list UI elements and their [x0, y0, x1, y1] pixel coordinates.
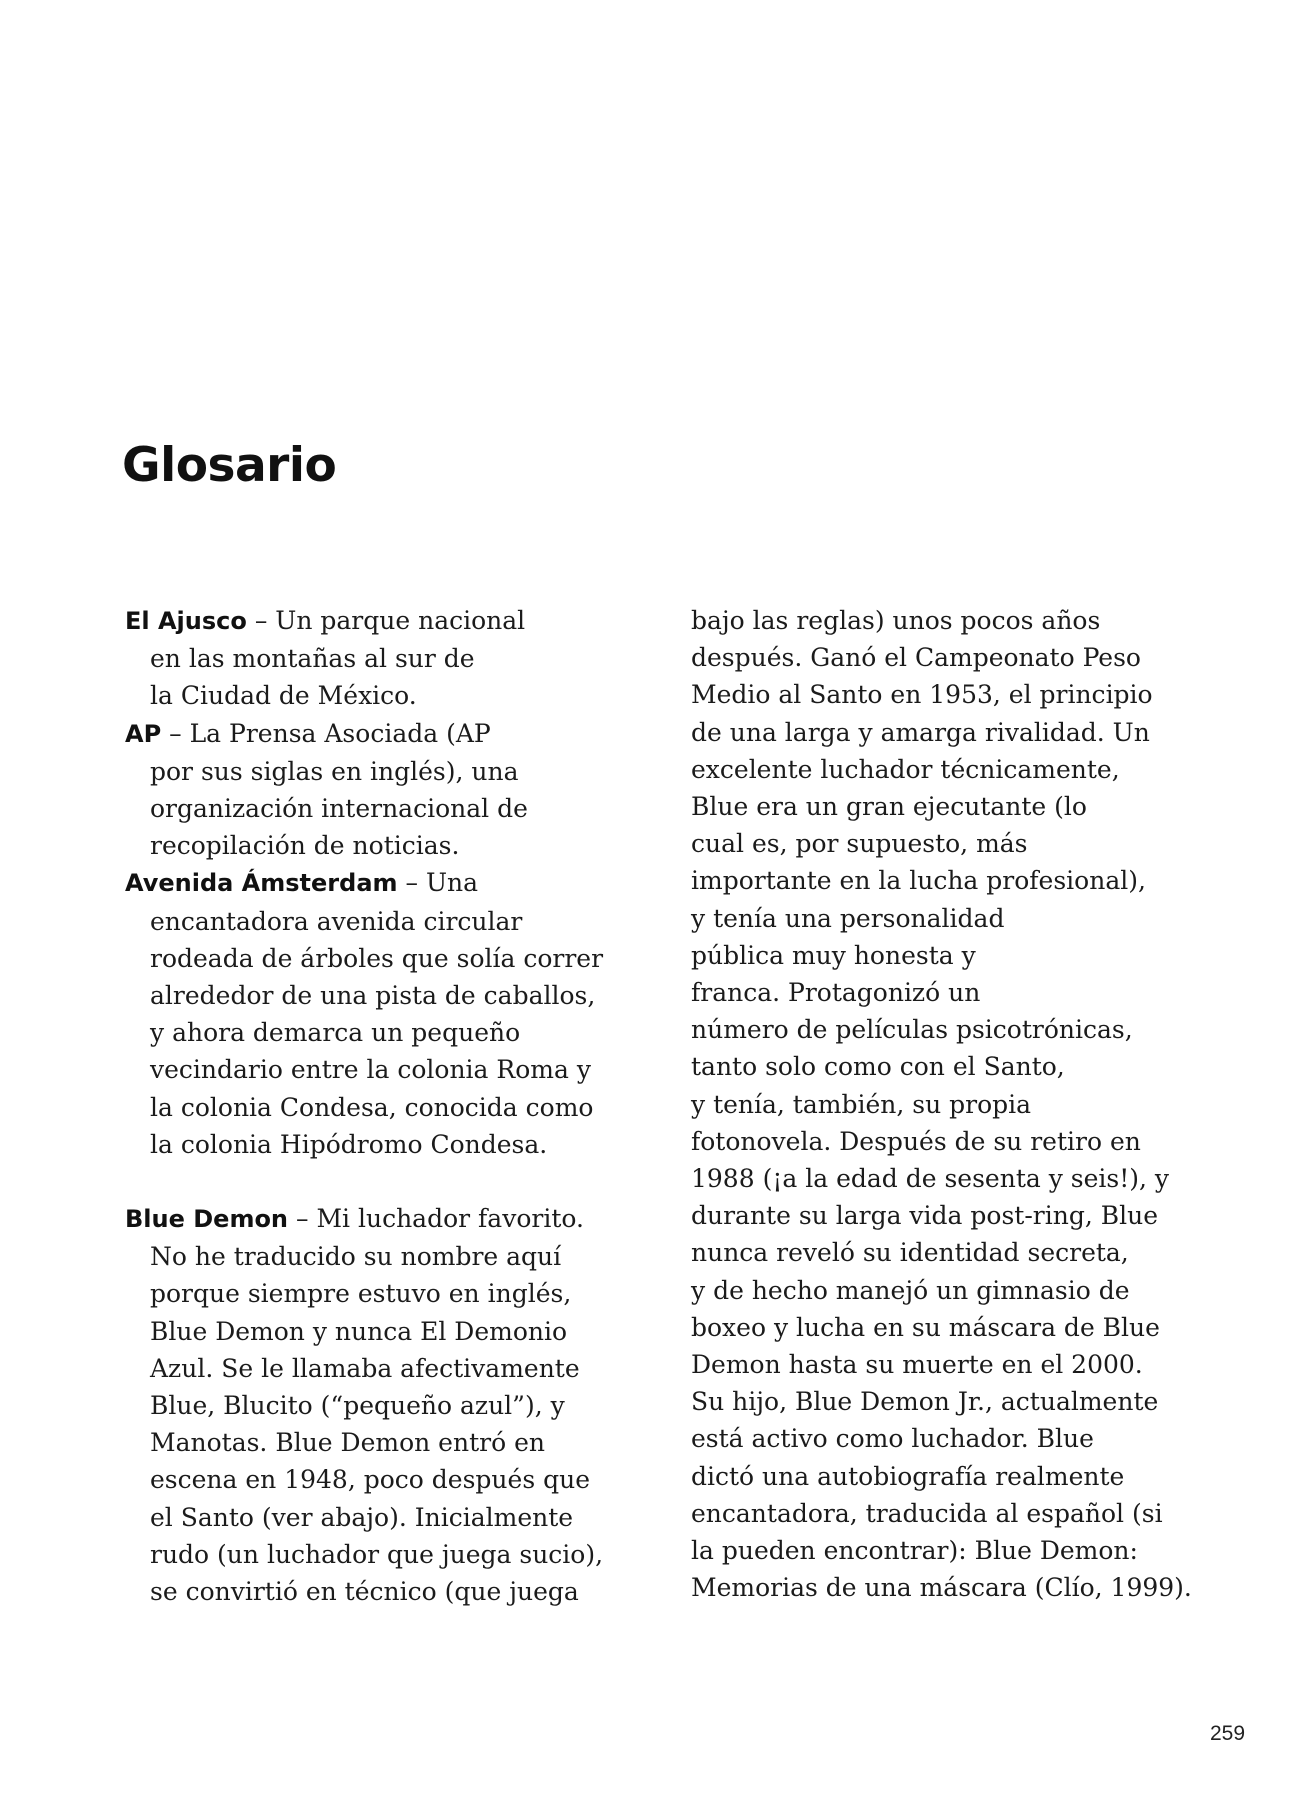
continuation-line: está activo como luchador. Blue — [691, 1424, 1094, 1454]
continuation-line: Su hijo, Blue Demon Jr., actualmente — [691, 1387, 1159, 1417]
entry-line: la colonia Condesa, conocida como — [150, 1092, 594, 1122]
glossary-entry-ap — [125, 715, 630, 865]
continuation-line: tanto solo como con el Santo, — [691, 1052, 1065, 1082]
glossary-entry-el-ajusco — [125, 602, 630, 715]
entry-first-line — [125, 602, 630, 640]
continuation-line: pública muy honesta y — [691, 940, 976, 970]
entry-term: Avenida Ámsterdam — [125, 869, 398, 898]
continuation-line: Blue era un gran ejecutante (lo — [691, 792, 1087, 822]
continuation-line: Memorias de una máscara (Clío, 1999). — [691, 1573, 1192, 1603]
entry-separator: – — [246, 606, 276, 635]
entry-separator: – — [397, 868, 426, 898]
continuation-line: importante en la lucha profesional), — [691, 866, 1146, 896]
entry-separator: – — [161, 718, 190, 748]
entry-text: Mi luchador favorito. — [316, 1204, 584, 1234]
entry-line: alrededor de una pista de caballos, — [150, 981, 596, 1011]
left-column — [125, 602, 630, 1610]
glossary-entry-avenida-amsterdam — [125, 864, 630, 1163]
entry-line: No he traducido su nombre aquí — [150, 1242, 562, 1272]
entry-first-line — [125, 864, 630, 902]
page-number: 259 — [1210, 1722, 1246, 1745]
continuation-line: Medio al Santo en 1953, el principio — [691, 680, 1153, 710]
continuation-line: bajo las reglas) unos pocos años — [691, 606, 1101, 635]
entry-line: Blue, Blucito (“pequeño azul”), y — [150, 1391, 565, 1421]
glossary-entry-blue-demon — [125, 1200, 630, 1610]
entry-term: Blue Demon — [125, 1205, 289, 1234]
continuation-line: boxeo y lucha en su máscara de Blue — [691, 1312, 1160, 1342]
continuation-line: cual es, por supuesto, más — [691, 829, 1028, 859]
entry-line: escena en 1948, poco después que — [150, 1465, 590, 1495]
continuation-line: después. Ganó el Campeonato Peso — [691, 643, 1141, 673]
continuation-line: encantadora, traducida al español (si — [691, 1498, 1163, 1528]
entry-line: porque siempre estuvo en inglés, — [150, 1279, 572, 1309]
entry-separator: – — [288, 1204, 317, 1234]
entry-line: vecindario entre la colonia Roma y — [150, 1055, 591, 1085]
entry-term: El Ajusco — [125, 607, 247, 635]
continuation-line: fotonovela. Después de su retiro en — [691, 1126, 1141, 1156]
continuation-line: número de películas psicotrónicas, — [691, 1015, 1133, 1045]
entry-line: por sus siglas en inglés), una — [150, 756, 519, 786]
entry-term: AP — [125, 719, 162, 748]
entry-line: en las montañas al sur de — [150, 644, 475, 674]
continuation-line: durante su larga vida post-ring, Blue — [691, 1201, 1158, 1231]
right-column — [691, 602, 1196, 1606]
continuation-line: de una larga y amarga rivalidad. Un — [691, 717, 1150, 747]
continuation-line: y tenía, también, su propia — [691, 1089, 1032, 1119]
entry-line: rodeada de árboles que solía correr — [150, 943, 604, 973]
entry-text: Una — [425, 868, 479, 898]
entry-line: Blue Demon y nunca El Demonio — [150, 1316, 568, 1346]
continuation-line: Demon hasta su muerte en el 2000. — [691, 1350, 1143, 1380]
entry-line: Azul. Se le llamaba afectivamente — [150, 1353, 580, 1383]
continuation-line: 1988 (¡a la edad de sesenta y seis!), y — [691, 1164, 1170, 1194]
entry-line: la Ciudad de México. — [150, 681, 417, 711]
continuation-line: dictó una autobiografía realmente — [691, 1461, 1125, 1491]
continuation-line: la pueden encontrar): Blue Demon: — [691, 1536, 1138, 1566]
entry-text: La Prensa Asociada (AP — [189, 718, 491, 748]
page-title: Glosario — [122, 438, 337, 493]
continuation-line: excelente luchador técnicamente, — [691, 754, 1120, 784]
entry-first-line — [125, 1200, 630, 1238]
entry-line: y ahora demarca un pequeño — [150, 1018, 521, 1048]
entry-line: el Santo (ver abajo). Inicialmente — [150, 1502, 574, 1532]
continuation-line: y de hecho manejó un gimnasio de — [691, 1275, 1130, 1305]
continuation-line: franca. Protagonizó un — [691, 978, 981, 1008]
entry-line: rudo (un luchador que juega sucio), — [150, 1539, 604, 1569]
entry-line: recopilación de noticias. — [150, 831, 460, 861]
continuation-line: nunca reveló su identidad secreta, — [691, 1238, 1129, 1268]
blue-demon-continuation — [691, 602, 1196, 1606]
continuation-line: y tenía una personalidad — [691, 903, 1005, 933]
entry-line: Manotas. Blue Demon entró en — [150, 1428, 545, 1458]
entry-text: Un parque nacional — [275, 606, 526, 635]
entry-first-line — [125, 715, 630, 753]
entry-spacer — [125, 1163, 630, 1200]
entry-line: la colonia Hipódromo Condesa. — [150, 1129, 548, 1159]
entry-line: se convirtió en técnico (que juega — [150, 1577, 579, 1607]
entry-line: organización internacional de — [150, 794, 528, 824]
entry-line: encantadora avenida circular — [150, 906, 523, 936]
